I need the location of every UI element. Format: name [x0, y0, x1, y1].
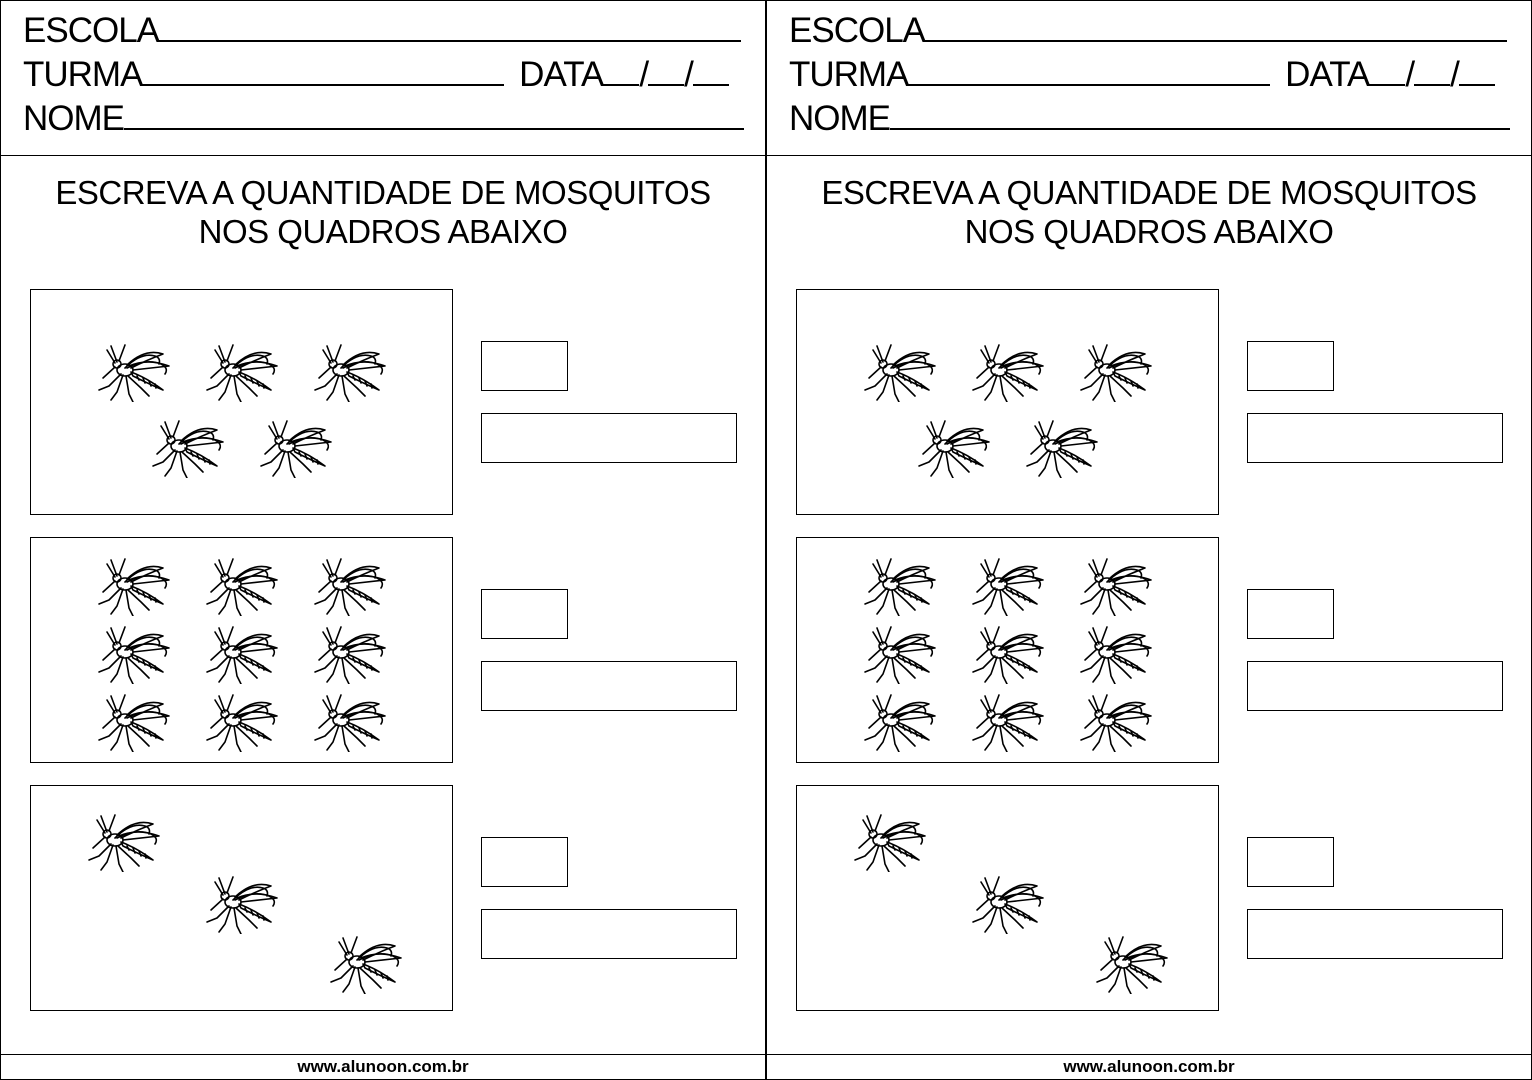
escola-line[interactable]: [925, 10, 1507, 42]
date-day-line[interactable]: [603, 54, 639, 86]
mosquito-box-1: [796, 289, 1219, 515]
number-answer-box-3[interactable]: [481, 837, 568, 887]
mosquito-icon: [963, 870, 1053, 934]
mosquito-icon: [1071, 338, 1161, 402]
word-answer-box-1[interactable]: [481, 413, 737, 463]
mosquito-box-1: [30, 289, 453, 515]
turma-row: [23, 54, 729, 95]
instruction-line-2: NOS QUADROS ABAIXO: [964, 213, 1334, 250]
mosquito-icon: [1087, 930, 1177, 994]
word-answer-box-3[interactable]: [1247, 909, 1503, 959]
date-year-line[interactable]: [1459, 54, 1495, 86]
mosquito-box-3: [796, 785, 1219, 1011]
escola-line[interactable]: [159, 10, 741, 42]
mosquito-box-3: [30, 785, 453, 1011]
mosquito-icon: [197, 552, 287, 616]
instruction-line-2: NOS QUADROS ABAIXO: [198, 213, 568, 250]
mosquito-icon: [1071, 552, 1161, 616]
number-answer-box-2[interactable]: [1247, 589, 1334, 639]
escola-row: [23, 10, 741, 51]
nome-label: NOME: [23, 99, 124, 138]
mosquito-icon: [855, 552, 945, 616]
word-answer-box-1[interactable]: [1247, 413, 1503, 463]
word-answer-box-2[interactable]: [481, 661, 737, 711]
mosquito-icon: [305, 338, 395, 402]
mosquito-icon: [1017, 414, 1107, 478]
mosquito-icon: [197, 620, 287, 684]
worksheet-right: [766, 0, 1532, 1080]
mosquito-icon: [855, 338, 945, 402]
number-answer-box-2[interactable]: [481, 589, 568, 639]
date-year-line[interactable]: [693, 54, 729, 86]
word-answer-box-3[interactable]: [481, 909, 737, 959]
nome-line[interactable]: [890, 98, 1510, 130]
instruction-line-1: ESCREVA A QUANTIDADE DE MOSQUITOS: [55, 174, 711, 211]
mosquito-icon: [321, 930, 411, 994]
date-day-line[interactable]: [1369, 54, 1405, 86]
website-link[interactable]: www.alunoon.com.br: [1063, 1057, 1235, 1076]
mosquito-icon: [305, 552, 395, 616]
mosquito-icon: [909, 414, 999, 478]
instruction-line-1: ESCREVA A QUANTIDADE DE MOSQUITOS: [821, 174, 1477, 211]
turma-row: [789, 54, 1495, 95]
escola-label: ESCOLA: [23, 11, 159, 50]
turma-label: TURMA: [789, 55, 909, 94]
mosquito-icon: [855, 688, 945, 752]
mosquito-icon: [89, 338, 179, 402]
date-month-line[interactable]: [1414, 54, 1450, 86]
mosquito-box-2: [30, 537, 453, 763]
mosquito-icon: [251, 414, 341, 478]
mosquito-icon: [305, 620, 395, 684]
mosquito-icon: [143, 414, 233, 478]
mosquito-icon: [89, 620, 179, 684]
number-answer-box-3[interactable]: [1247, 837, 1334, 887]
header-section: [767, 1, 1531, 156]
nome-row: [789, 98, 1510, 139]
mosquito-icon: [197, 870, 287, 934]
number-answer-box-1[interactable]: [1247, 341, 1334, 391]
mosquito-icon: [845, 808, 935, 872]
mosquito-icon: [1071, 688, 1161, 752]
mosquito-icon: [963, 338, 1053, 402]
date-separator: /: [1405, 55, 1415, 94]
turma-line[interactable]: [908, 54, 1270, 86]
mosquito-icon: [963, 620, 1053, 684]
data-label: DATA: [1285, 55, 1370, 94]
date-separator: /: [1450, 55, 1459, 94]
mosquito-icon: [963, 552, 1053, 616]
mosquito-icon: [89, 688, 179, 752]
date-separator: /: [684, 55, 693, 94]
website-link[interactable]: www.alunoon.com.br: [297, 1057, 469, 1076]
nome-line[interactable]: [124, 98, 744, 130]
footer: [767, 1054, 1531, 1079]
mosquito-icon: [89, 552, 179, 616]
turma-label: TURMA: [23, 55, 143, 94]
mosquito-icon: [197, 338, 287, 402]
turma-line[interactable]: [142, 54, 504, 86]
header-section: [1, 1, 765, 156]
date-separator: /: [639, 55, 649, 94]
mosquito-icon: [963, 688, 1053, 752]
date-month-line[interactable]: [648, 54, 684, 86]
word-answer-box-2[interactable]: [1247, 661, 1503, 711]
mosquito-box-2: [796, 537, 1219, 763]
escola-row: [789, 10, 1507, 51]
instruction-text: [1, 173, 765, 251]
escola-label: ESCOLA: [789, 11, 925, 50]
mosquito-icon: [1071, 620, 1161, 684]
data-label: DATA: [519, 55, 604, 94]
footer: [1, 1054, 765, 1079]
instruction-text: [767, 173, 1531, 251]
nome-row: [23, 98, 744, 139]
mosquito-icon: [305, 688, 395, 752]
nome-label: NOME: [789, 99, 890, 138]
number-answer-box-1[interactable]: [481, 341, 568, 391]
mosquito-icon: [79, 808, 169, 872]
mosquito-icon: [197, 688, 287, 752]
mosquito-icon: [855, 620, 945, 684]
